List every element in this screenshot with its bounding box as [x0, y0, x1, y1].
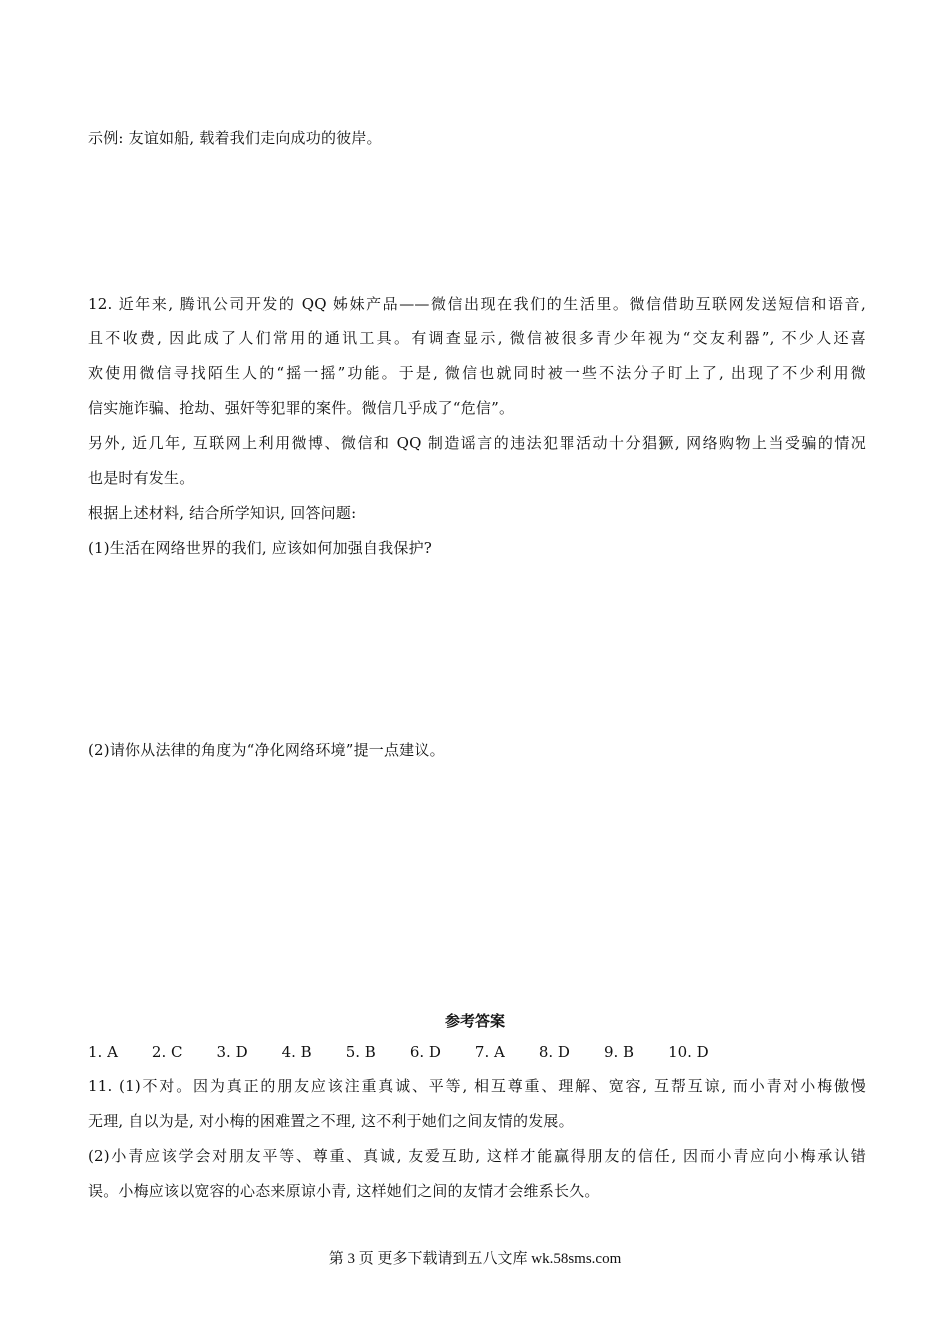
- answer-item: 8. D: [538, 1043, 570, 1061]
- answer-item: 2. C: [151, 1043, 183, 1061]
- q12-line-1: 12. 近年来, 腾讯公司开发的 QQ 姊妹产品——微信出现在我们的生活里。微信借助互联网发送短信和语音,: [88, 295, 866, 313]
- q12-instruction: 根据上述材料, 结合所学知识, 回答问题:: [88, 504, 357, 522]
- answer-item: 1. A: [88, 1043, 118, 1061]
- page-footer: 第 3 页 更多下载请到五八文库 wk.58sms.com: [328, 1251, 622, 1267]
- q12-line-3: 欢使用微信寻找陌生人的“摇一摇”功能。于是, 微信也就同时被一些不法分子盯上了, 出现了不少利用微: [88, 364, 866, 382]
- answer-item: 3. D: [216, 1043, 248, 1061]
- answer-item: 5. B: [345, 1043, 376, 1061]
- answer-11-line-4: 误。小梅应该以宽容的心态来原谅小青, 这样她们之间的友情才会维系长久。: [88, 1182, 600, 1200]
- answer-key-heading: 参考答案: [444, 1012, 505, 1030]
- answer-item: 9. B: [603, 1043, 635, 1061]
- answer-key-list: [88, 1042, 743, 1062]
- q12-line-6: 也是时有发生。: [88, 469, 195, 487]
- answer-11-line-3: (2)小青应该学会对朋友平等、尊重、真诚, 友爱互助, 这样才能赢得朋友的信任, 因而小青应向小梅承认错: [88, 1147, 866, 1165]
- answer-item: 10. D: [668, 1043, 709, 1061]
- answer-item: 7. A: [474, 1043, 505, 1061]
- example-sentence: 示例: 友谊如船, 载着我们走向成功的彼岸。: [88, 129, 382, 147]
- answer-11-line-2: 无理, 自以为是, 对小梅的困难置之不理, 这不利于她们之间友情的发展。: [88, 1112, 574, 1130]
- q12-line-2: 且不收费, 因此成了人们常用的通讯工具。有调查显示, 微信被很多青少年视为“交友利器”, 不少人还喜: [88, 329, 866, 347]
- q12-line-5: 另外, 近几年, 互联网上利用微博、微信和 QQ 制造谣言的违法犯罪活动十分猖獗, 网络购物上当受骗的情况: [88, 434, 866, 452]
- answer-item: 4. B: [281, 1043, 312, 1061]
- answer-11-line-1: 11. (1)不对。因为真正的朋友应该注重真诚、平等, 相互尊重、理解、宽容, 互帮互谅, 而小青对小梅傲慢: [88, 1077, 866, 1095]
- q12-line-4: 信实施诈骗、抢劫、强奸等犯罪的案件。微信几乎成了“危信”。: [88, 399, 515, 417]
- q12-sub-question-2: (2)请你从法律的角度为“净化网络环境”提一点建议。: [88, 741, 445, 759]
- answer-item: 6. D: [409, 1043, 441, 1061]
- q12-sub-question-1: (1)生活在网络世界的我们, 应该如何加强自我保护?: [88, 539, 433, 557]
